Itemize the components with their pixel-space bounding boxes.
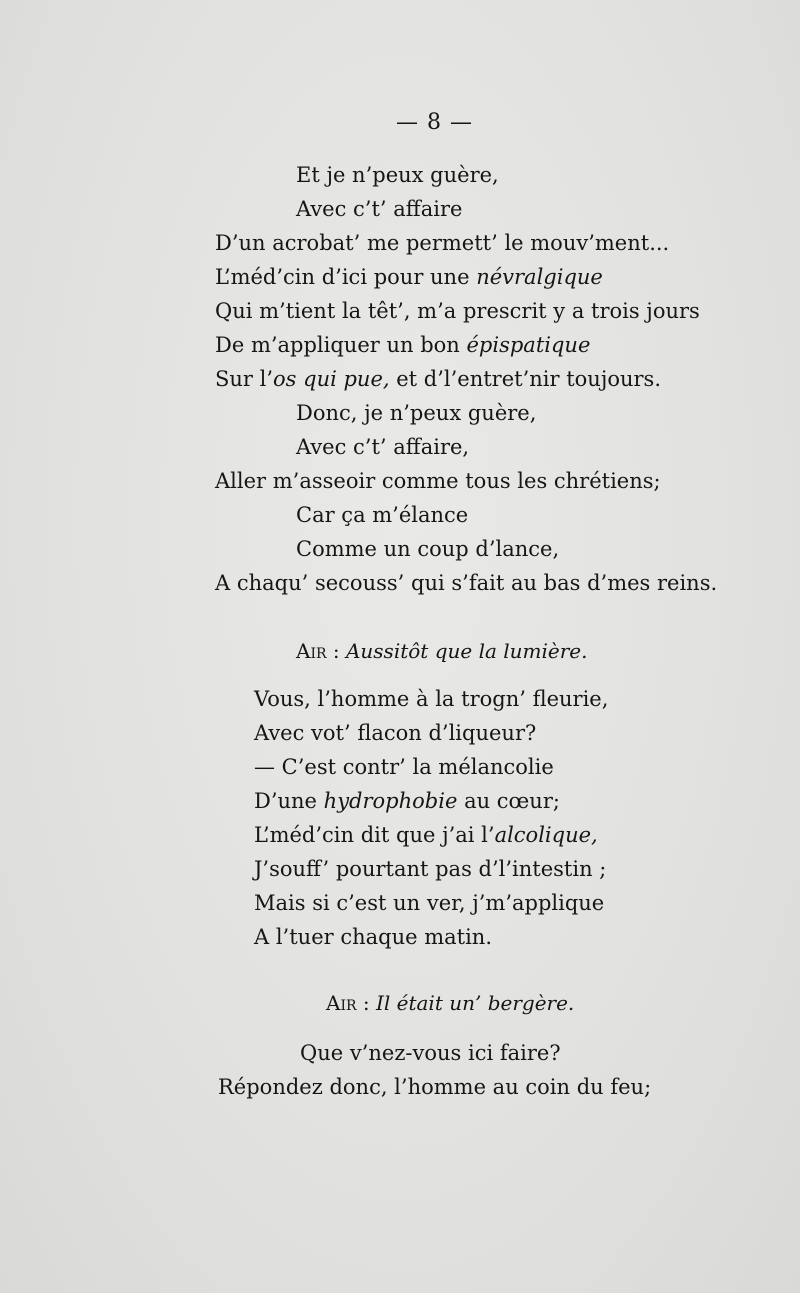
italic-term: névralgique xyxy=(476,265,603,289)
verse-line: A chaqu’ secouss’ qui s’fait au bas d’mes reins. xyxy=(215,571,718,595)
verse-line: Et je n’peux guère, xyxy=(296,163,499,187)
verse-line: Qui m’tient la têt’, m’a prescrit y a trois jours xyxy=(215,299,700,323)
verse-text: D’une xyxy=(254,789,324,813)
italic-term: alcolique, xyxy=(494,823,598,847)
verse-line xyxy=(254,820,598,850)
verse-line xyxy=(254,786,560,816)
verse-line: Avec c’t’ affaire, xyxy=(296,435,470,459)
air-title: Aussitôt que la lumière. xyxy=(345,639,588,663)
verse-line: J’souff’ pourtant pas d’l’intestin ; xyxy=(254,857,607,881)
verse-line: Comme un coup d’lance, xyxy=(296,537,560,561)
italic-term: épispatique xyxy=(466,333,591,357)
air-title: Il était un’ bergère. xyxy=(375,991,575,1015)
verse-line xyxy=(215,330,590,360)
air-separator: : xyxy=(326,639,346,663)
verse-line: A l’tuer chaque matin. xyxy=(254,925,493,949)
verse-line: D’un acrobat’ me permett’ le mouv’ment... xyxy=(215,231,670,255)
air-heading xyxy=(296,636,587,666)
verse-line: Vous, l’homme à la trogn’ fleurie, xyxy=(254,687,609,711)
verse-text: Sur l’ xyxy=(215,367,274,391)
verse-line: Répondez donc, l’homme au coin du feu; xyxy=(218,1075,652,1099)
verse-line: Avec c’t’ affaire xyxy=(296,197,463,221)
verse-line: Que v’nez-vous ici faire? xyxy=(300,1041,561,1065)
verse-line xyxy=(215,262,603,292)
air-separator: : xyxy=(356,991,376,1015)
verse-line xyxy=(215,364,661,394)
verse-line: Avec vot’ flacon d’liqueur? xyxy=(254,721,537,745)
verse-line: Aller m’asseoir comme tous les chrétiens; xyxy=(215,469,661,493)
verse-line: Donc, je n’peux guère, xyxy=(296,401,537,425)
verse-text: De m’appliquer un bon xyxy=(215,333,467,357)
verse-text: au cœur; xyxy=(457,789,560,813)
verse-text: L’méd’cin d’ici pour une xyxy=(215,265,477,289)
air-label: Air xyxy=(326,991,357,1015)
italic-term: os qui pue, xyxy=(273,367,390,391)
air-label: Air xyxy=(296,639,327,663)
italic-term: hydrophobie xyxy=(323,789,458,813)
air-heading xyxy=(326,988,574,1018)
verse-line: — C’est contr’ la mélancolie xyxy=(254,755,554,779)
verse-text: et d’l’entret’nir toujours. xyxy=(389,367,661,391)
verse-line: Car ça m’élance xyxy=(296,503,469,527)
verse-line: Mais si c’est un ver, j’m’applique xyxy=(254,891,605,915)
verse-text: L’méd’cin dit que j’ai l’ xyxy=(254,823,495,847)
page-number: — 8 — xyxy=(396,110,473,135)
